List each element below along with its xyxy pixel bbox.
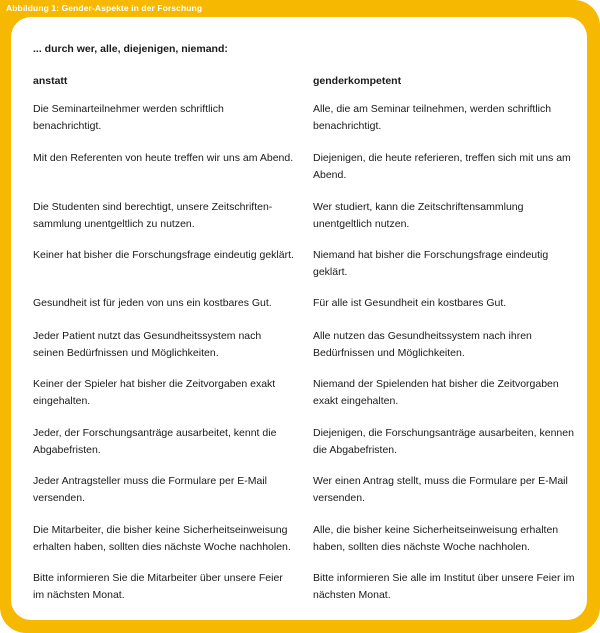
row-right: Niemand der Spielenden hat bisher die Zeitvorgaben exakt eingehalten.: [313, 378, 559, 407]
column-header-right: genderkompetent: [313, 75, 402, 87]
row-right: Alle, die am Seminar teilnehmen, werden schriftlich benachrichtigt.: [313, 103, 552, 132]
row-left: Keiner hat bisher die Forschungsfrage eindeutig geklärt.: [33, 249, 294, 261]
content-panel: [11, 17, 587, 620]
row-left: Gesundheit ist für jeden von uns ein kostbares Gut.: [33, 297, 272, 309]
row-right: Bitte informieren Sie alle im Institut über unsere Feier im nächsten Monat.: [313, 572, 575, 601]
intro-heading: ... durch wer, alle, diejenigen, niemand:: [33, 43, 228, 55]
row-right: Niemand hat bisher die Forschungsfrage eindeutig geklärt.: [313, 249, 549, 278]
row-left: Jeder, der Forschungsanträge ausarbeitet, kennt die Abgabefristen.: [33, 427, 277, 456]
row-left: Die Studenten sind berechtigt, unsere Zeitschriften-sammlung unentgeltlich zu nutzen.: [33, 201, 273, 230]
row-left: Keiner der Spieler hat bisher die Zeitvorgaben exakt eingehalten.: [33, 378, 276, 407]
row-right: Für alle ist Gesundheit ein kostbares Gut.: [313, 297, 507, 309]
row-left: Jeder Antragsteller muss die Formulare per E-Mail versenden.: [33, 475, 268, 504]
row-right: Alle nutzen das Gesundheitssystem nach ihren Bedürfnissen und Möglichkeiten.: [313, 330, 532, 359]
row-left: Bitte informieren Sie die Mitarbeiter über unsere Feier im nächsten Monat.: [33, 572, 283, 601]
row-left: Mit den Referenten von heute treffen wir uns am Abend.: [33, 152, 294, 164]
row-right: Wer einen Antrag stellt, muss die Formulare per E-Mail versenden.: [313, 475, 568, 504]
figure-caption: Abbildung 1: Gender-Aspekte in der Forschung: [6, 3, 203, 13]
row-right: Alle, die bisher keine Sicherheitseinweisung erhalten haben, sollten dies nächste Woche nachholen.: [313, 524, 559, 553]
column-header-left: anstatt: [33, 75, 68, 87]
row-left: Die Mitarbeiter, die bisher keine Sicherheitseinweisung erhalten haben, sollten dies nächste Woche nachholen.: [33, 524, 291, 553]
row-left: Die Seminarteilnehmer werden schriftlich benachrichtigt.: [33, 103, 224, 132]
row-right: Diejenigen, die heute referieren, treffen sich mit uns am Abend.: [313, 152, 571, 181]
row-right: Wer studiert, kann die Zeitschriftensammlung unentgeltlich nutzen.: [313, 201, 524, 230]
row-left: Jeder Patient nutzt das Gesundheitssystem nach seinen Bedürfnissen und Möglichkeiten.: [33, 330, 262, 359]
row-right: Diejenigen, die Forschungsanträge ausarbeiten, kennen die Abgabefristen.: [313, 427, 574, 456]
